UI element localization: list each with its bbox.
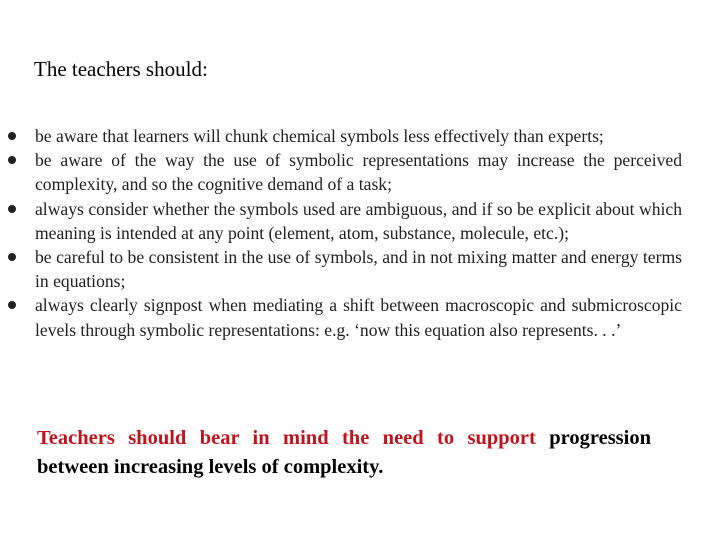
- list-item: [0, 245, 700, 293]
- list-item: [0, 197, 700, 245]
- list-item-text: always consider whether the symbols used are ambiguous, and if so be explicit about which meaning is intended at any point (element, atom, substance, molecule, etc.);: [35, 198, 682, 243]
- bullet-icon: [8, 132, 16, 140]
- guidelines-list: [0, 124, 700, 342]
- page-heading: The teachers should:: [34, 57, 208, 81]
- conclusion-text: [37, 424, 651, 482]
- bullet-icon: [8, 301, 16, 309]
- list-item-text: always clearly signpost when mediating a shift between macroscopic and submicroscopic levels through symbolic representations: e.g. ‘now this equation also represents. . .’: [35, 295, 682, 340]
- list-item-text: be aware that learners will chunk chemical symbols less effectively than experts;: [35, 126, 604, 146]
- list-item: [0, 293, 700, 341]
- list-item-text: be aware of the way the use of symbolic representations may increase the perceived complexity, and so the cognitive demand of a task;: [35, 150, 682, 195]
- bullet-icon: [8, 205, 16, 213]
- conclusion-continuation: progression between increasing levels of complexity.: [37, 427, 651, 478]
- bullet-icon: [8, 156, 16, 164]
- list-item: [0, 148, 700, 196]
- bullet-icon: [8, 253, 16, 261]
- list-item-text: be careful to be consistent in the use of symbols, and in not mixing matter and energy terms in equations;: [35, 247, 682, 292]
- conclusion-highlight: Teachers should bear in mind the need to support: [37, 427, 536, 449]
- list-item: [0, 124, 700, 148]
